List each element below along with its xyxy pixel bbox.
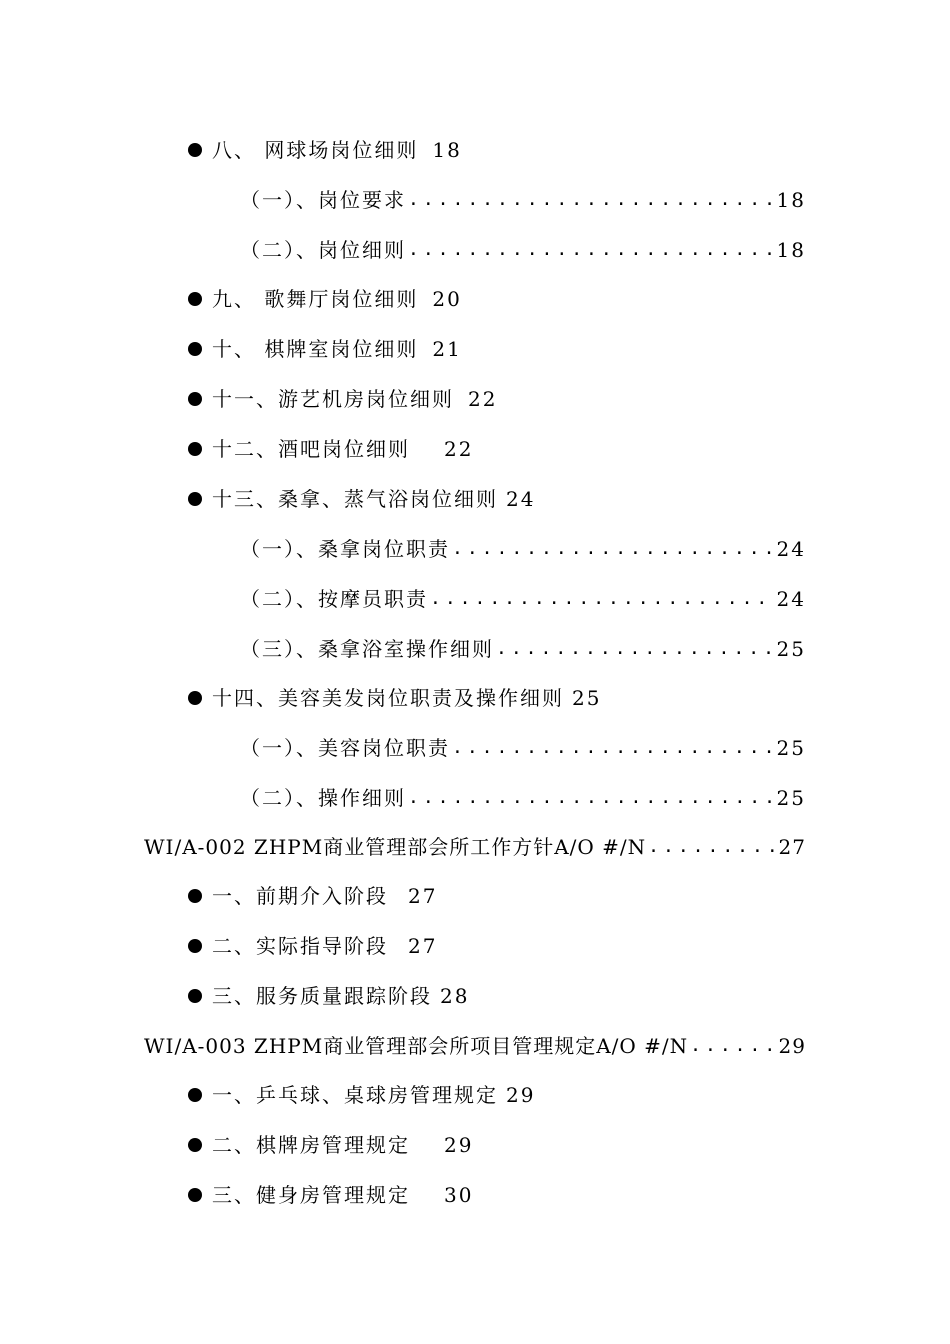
bullet-icon — [188, 691, 202, 705]
toc-entry[interactable] — [188, 135, 462, 165]
toc-entry[interactable] — [188, 1130, 473, 1160]
toc-subentry[interactable] — [240, 185, 806, 215]
toc-entry[interactable] — [188, 981, 469, 1011]
toc-entry[interactable] — [188, 334, 462, 364]
toc-entry-page: 24 — [506, 487, 536, 511]
toc-subentry-page: 25 — [776, 637, 806, 661]
toc-entry[interactable] — [188, 434, 473, 464]
bullet-icon — [188, 989, 202, 1003]
toc-entry-title: 三、服务质量跟踪阶段 — [212, 984, 432, 1008]
toc-entry-page: 22 — [468, 387, 498, 411]
toc-entry[interactable] — [188, 1180, 473, 1210]
toc-entry-page: 30 — [444, 1183, 474, 1207]
toc-entry-page: 18 — [432, 138, 462, 162]
toc-entry-page: 29 — [444, 1133, 474, 1157]
toc-section-page: 27 — [778, 835, 806, 859]
bullet-icon — [188, 1138, 202, 1152]
toc-section-title: WI/A-003 ZHPM商业管理部会所项目管理规定A/O #/N — [144, 1034, 689, 1058]
bullet-icon — [188, 1088, 202, 1102]
bullet-icon — [188, 143, 202, 157]
toc-subentry[interactable] — [240, 235, 806, 265]
toc-subentry-title: （一）、岗位要求 — [240, 188, 406, 212]
toc-entry-page: 28 — [440, 984, 470, 1008]
toc-subentry-page: 25 — [776, 736, 806, 760]
toc-entry-title: 三、健身房管理规定 — [212, 1183, 410, 1207]
toc-subentry[interactable] — [240, 733, 806, 763]
toc-section-page: 29 — [778, 1034, 806, 1058]
bullet-icon — [188, 889, 202, 903]
toc-subentry[interactable] — [240, 634, 806, 664]
dot-leader — [408, 783, 775, 813]
toc-entry[interactable] — [188, 484, 535, 514]
dot-leader — [408, 235, 775, 265]
toc-entry-title: 十二、酒吧岗位细则 — [212, 437, 410, 461]
toc-subentry-page: 24 — [776, 537, 806, 561]
dot-leader — [408, 185, 775, 215]
toc-subentry[interactable] — [240, 584, 806, 614]
toc-entry-title: 九、 歌舞厅岗位细则 — [212, 287, 419, 311]
toc-entry[interactable] — [188, 881, 437, 911]
toc-subentry[interactable] — [240, 534, 806, 564]
toc-section-title: WI/A-002 ZHPM商业管理部会所工作方针A/O #/N — [144, 835, 647, 859]
toc-entry-title: 一、前期介入阶段 — [212, 884, 388, 908]
toc-entry-page: 25 — [572, 686, 602, 710]
bullet-icon — [188, 342, 202, 356]
toc-entry[interactable] — [188, 931, 437, 961]
toc-subentry-page: 18 — [776, 238, 806, 262]
bullet-icon — [188, 292, 202, 306]
toc-entry[interactable] — [188, 384, 497, 414]
toc-subentry-title: （二）、按摩员职责 — [240, 587, 428, 611]
toc-entry-title: 十、 棋牌室岗位细则 — [212, 337, 419, 361]
toc-subentry-title: （一）、美容岗位职责 — [240, 736, 450, 760]
toc-entry-title: 十四、美容美发岗位职责及操作细则 — [212, 686, 564, 710]
toc-entry-page: 21 — [432, 337, 462, 361]
dot-leader — [452, 733, 775, 763]
toc-entry[interactable] — [188, 683, 601, 713]
bullet-icon — [188, 492, 202, 506]
dot-leader — [430, 584, 775, 614]
toc-entry-page: 27 — [408, 884, 438, 908]
toc-entry-title: 二、棋牌房管理规定 — [212, 1133, 410, 1157]
toc-entry-title: 十三、桑拿、蒸气浴岗位细则 — [212, 487, 498, 511]
toc-entry-page: 22 — [444, 437, 474, 461]
toc-entry-title: 十一、游艺机房岗位细则 — [212, 387, 454, 411]
toc-subentry-page: 25 — [776, 786, 806, 810]
toc-subentry-title: （二）、操作细则 — [240, 786, 406, 810]
dot-leader — [648, 832, 776, 862]
toc-subentry[interactable] — [240, 783, 806, 813]
toc-subentry-title: （三）、桑拿浴室操作细则 — [240, 637, 494, 661]
bullet-icon — [188, 939, 202, 953]
dot-leader — [452, 534, 775, 564]
dot-leader — [496, 634, 775, 664]
toc-entry-title: 八、 网球场岗位细则 — [212, 138, 419, 162]
toc-subentry-page: 24 — [776, 587, 806, 611]
toc-entry-page: 20 — [432, 287, 462, 311]
toc-entry[interactable] — [188, 284, 462, 314]
toc-section-heading[interactable] — [144, 1031, 806, 1061]
bullet-icon — [188, 1188, 202, 1202]
dot-leader — [690, 1031, 776, 1061]
toc-section-heading[interactable] — [144, 832, 806, 862]
toc-subentry-title: （二）、岗位细则 — [240, 238, 406, 262]
toc-entry[interactable] — [188, 1080, 535, 1110]
toc-entry-page: 29 — [506, 1083, 536, 1107]
toc-entry-title: 一、乒乓球、桌球房管理规定 — [212, 1083, 498, 1107]
toc-subentry-title: （一）、桑拿岗位职责 — [240, 537, 450, 561]
bullet-icon — [188, 442, 202, 456]
toc-entry-title: 二、实际指导阶段 — [212, 934, 388, 958]
bullet-icon — [188, 392, 202, 406]
toc-subentry-page: 18 — [776, 188, 806, 212]
toc-entry-page: 27 — [408, 934, 438, 958]
